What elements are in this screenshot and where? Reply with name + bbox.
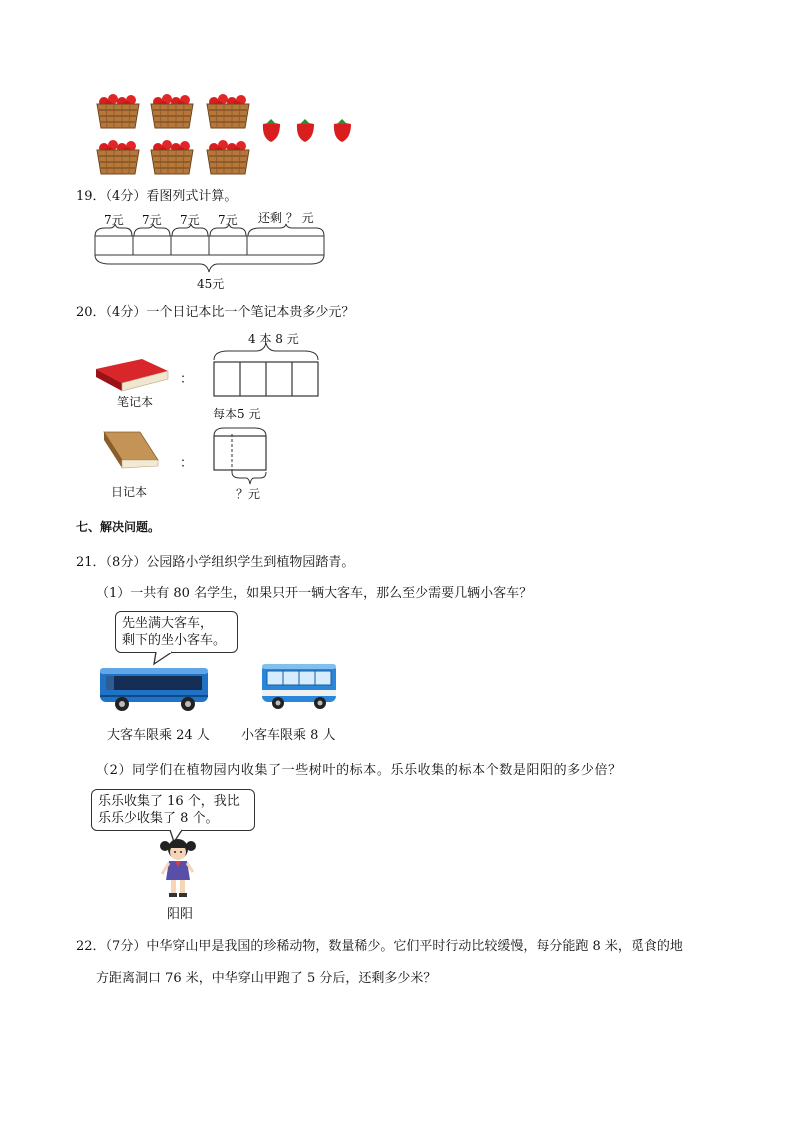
section7-title: 七、解决问题。 [76,520,161,534]
notebook-bar [210,342,326,402]
basket-of-strawberries-icon [207,94,249,128]
q22-line1: 中华穿山甲是我国的珍稀动物，数量稀少。它们平时行动比较缓慢，每分能跑 8 米，觅食的地 [146,939,683,954]
strawberry-figure [90,94,360,180]
girl-icon [156,836,200,900]
red-notebook-icon [92,355,172,395]
q20-heading [76,301,354,320]
basket-of-strawberries-icon [97,140,139,174]
q21-part1: （1）一共有 80 名学生，如果只开一辆大客车，那么至少需要几辆小客车？ [96,586,533,601]
q20-number: 20．（4分） [76,305,147,320]
strawberry-icon [334,119,351,142]
q22-line2: 方距离洞口 76 米，中华穿山甲跑了 5 分后，还剩多少米？ [96,971,437,986]
q19-number: 19．（4分） [76,189,147,204]
q19-text: 看图列式计算。 [146,189,238,204]
q19-line-diagram [90,224,330,276]
speech-bubble-1 [115,611,238,653]
bubble1-line1: 先坐满大客车， [122,616,214,631]
basket-grid [90,94,360,180]
diary-colon: ： [180,456,194,471]
brown-diary-icon [96,428,164,480]
bubble2-line2: 乐乐少收集了 8 个。 [98,811,219,826]
basket-of-strawberries-icon [151,94,193,128]
q21-number: 21．（8分） [76,555,147,570]
q19-heading [76,185,237,204]
small-bus-icon [258,660,340,712]
basket-of-strawberries-icon [207,140,249,174]
speech-bubble-2 [91,789,255,831]
q20-text: 一个日记本比一个笔记本贵多少元？ [146,305,355,320]
bubble2-line1: 乐乐收集了 16 个，我比 [98,794,240,809]
q19-seg-2: 7元 [142,213,162,227]
diary-bar [210,424,280,490]
q19-seg-4: 7元 [218,213,238,227]
basket-of-strawberries-icon [97,94,139,128]
q19-total: 45元 [197,277,225,291]
q21-part2: （2）同学们在植物园内收集了一些树叶的标本。乐乐收集的标本个数是阳阳的多少倍？ [96,763,622,778]
big-bus-icon [96,664,212,714]
notebook-label: 笔记本 [117,395,154,409]
strawberry-icon [297,119,314,142]
q19-seg-3: 7元 [180,213,200,227]
big-bus-label: 大客车限乘 24 人 [107,728,210,743]
q19-seg-1: 7元 [104,213,124,227]
notebook-colon: ： [180,372,194,387]
small-bus-label: 小客车限乘 8 人 [241,728,336,743]
strawberry-icon [263,119,280,142]
diary-each: 每本5 元 [213,407,261,421]
q19-seg-remaining: 还剩 ？ 元 [258,211,314,225]
girl-name: 阳阳 [167,907,194,922]
q21-heading [76,551,354,570]
basket-of-strawberries-icon [151,140,193,174]
q21-text: 公园路小学组织学生到植物园踏青。 [146,555,355,570]
bubble1-line2: 剩下的坐小客车。 [122,633,227,648]
diary-label: 日记本 [111,485,148,499]
q22-number: 22．（7分） [76,939,147,954]
diary-unknown: ？元 [236,487,261,501]
q22-heading [76,935,683,954]
q20-notebook-total: 4 本 8 元 [248,332,299,346]
